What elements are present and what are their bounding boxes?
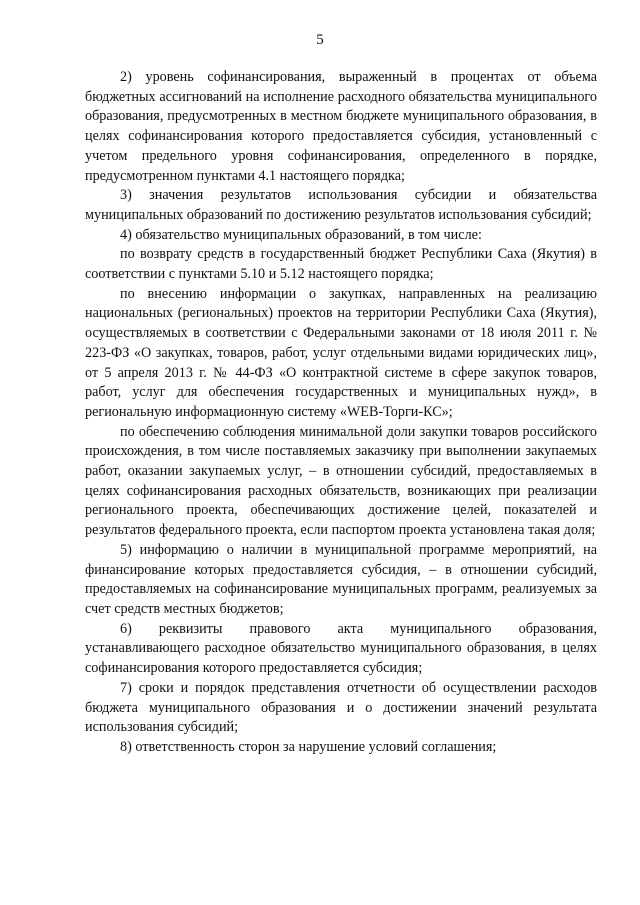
paragraph-item-5: 5) информацию о наличии в муниципальной программе мероприятий, на финансирование которых предоставляется субсидия, – в отношении субсидий, предоставляемых на софинансирование муниципальных программ, реализуемых за счет средств местных бюджетов; <box>85 541 597 617</box>
document-body <box>85 68 597 758</box>
paragraph-item-4: 4) обязательство муниципальных образований, в том числе: <box>120 226 482 243</box>
paragraph-item-6: 6) реквизиты правового акта муниципального образования, устанавливающего расходное обязательство муниципального образования, в целях софинансирования которого предоставляется субсидия; <box>85 620 597 677</box>
paragraph-subitem-procurement-info: по внесению информации о закупках, направленных на реализацию национальных (региональных) проектов на территории Республики Саха (Якутия), осуществляемых в соответствии с Федеральными законами от 18 июля 2011 г. № 223-ФЗ «О закупках, товаров, работ, услуг отдельными видами юридических лиц», от 5 апреля 2013 г. № 44-ФЗ «О контрактной системе в сфере закупок товаров, работ, услуг для обеспечения государственных и муниципальных нужд», в региональную информационную систему «WEB-Торги-КС»; <box>85 285 597 420</box>
paragraph-subitem-russian-goods: по обеспечению соблюдения минимальной доли закупки товаров российского происхождения, в том числе поставляемых заказчику при выполнении закупаемых работ, оказании закупаемых услуг, – в отношении субсидий, предоставляемых в целях софинансирования расходных обязательств, возникающих при реализации регионального проекта, обеспечивающих достижение целей, показателей и результатов федерального проекта, если паспортом проекта установлена такая доля; <box>85 423 597 539</box>
paragraph-item-8: 8) ответственность сторон за нарушение условий соглашения; <box>120 738 497 755</box>
paragraph-item-2: 2) уровень софинансирования, выраженный в процентах от объема бюджетных ассигнований на исполнение расходного обязательства муниципального образования, предусмотренных в местном бюджете муниципального образования, в целях софинансирования которого предоставляется субсидия, установленный с учетом предельного уровня софинансирования, определенного в порядке, предусмотренном пунктами 4.1 настоящего порядка; <box>85 69 597 184</box>
page-number: 5 <box>316 32 324 48</box>
paragraph-item-3: 3) значения результатов использования субсидии и обязательства муниципальных образований по достижению результатов использования субсидий; <box>85 187 597 223</box>
paragraph-subitem-refund: по возврату средств в государственный бюджет Республики Саха (Якутия) в соответствии с пунктами 5.10 и 5.12 настоящего порядка; <box>85 246 597 283</box>
paragraph-item-7: 7) сроки и порядок представления отчетности об осуществлении расходов бюджета муниципального образования и о достижении значений результата использования субсидий; <box>85 679 597 736</box>
